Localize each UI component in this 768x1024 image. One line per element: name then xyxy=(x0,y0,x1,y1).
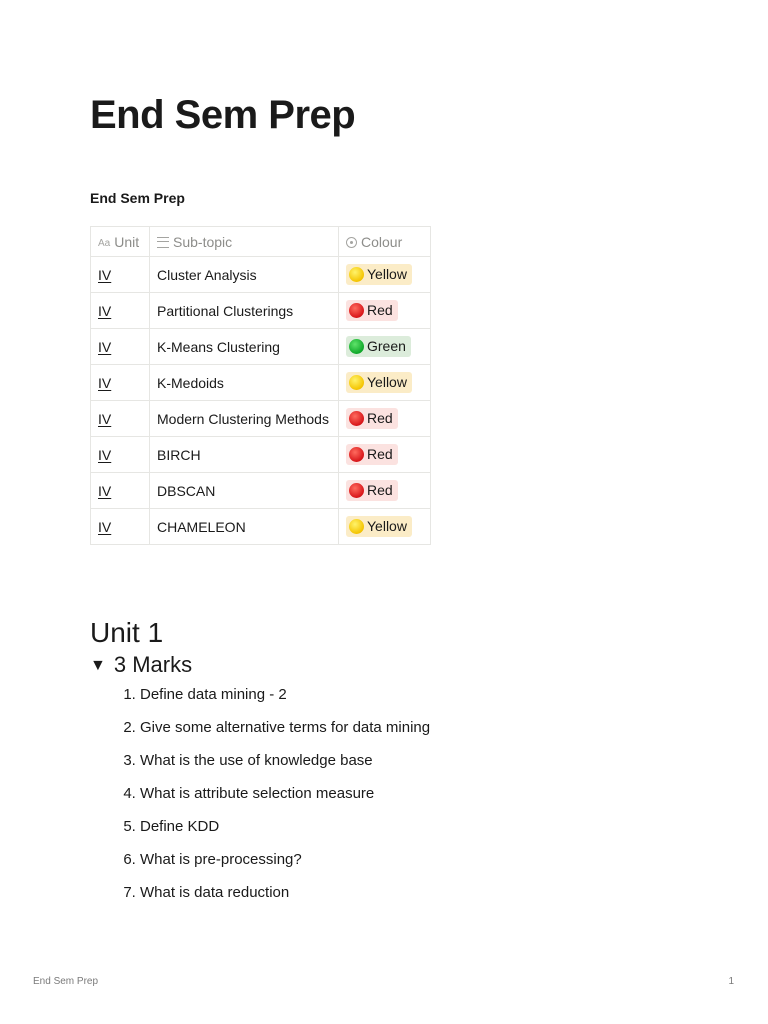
toggle-block[interactable] xyxy=(90,650,192,681)
table-row[interactable] xyxy=(91,329,431,365)
column-header-unit[interactable] xyxy=(91,227,150,257)
yellow-circle-icon xyxy=(349,519,364,534)
cell-subtopic[interactable]: DBSCAN xyxy=(150,473,339,509)
cell-subtopic[interactable]: K-Means Clustering xyxy=(150,329,339,365)
colour-tag-label: Yellow xyxy=(367,518,407,534)
database-title[interactable]: End Sem Prep xyxy=(90,190,185,206)
footer-title: End Sem Prep xyxy=(33,976,99,987)
red-circle-icon xyxy=(349,303,364,318)
text-property-icon xyxy=(157,237,169,248)
red-circle-icon xyxy=(349,447,364,462)
cell-subtopic[interactable]: Modern Clustering Methods xyxy=(150,401,339,437)
colour-tag[interactable] xyxy=(346,444,398,465)
colour-tag-label: Yellow xyxy=(367,266,407,282)
table-row[interactable] xyxy=(91,365,431,401)
table-row[interactable] xyxy=(91,257,431,293)
cell-unit xyxy=(91,257,150,293)
cell-subtopic[interactable]: CHAMELEON xyxy=(150,509,339,545)
cell-colour[interactable] xyxy=(339,401,431,437)
cell-colour[interactable] xyxy=(339,329,431,365)
cell-unit xyxy=(91,509,150,545)
red-circle-icon xyxy=(349,411,364,426)
unit-link[interactable]: IV xyxy=(98,446,112,463)
section-heading: Unit 1 xyxy=(90,617,164,648)
unit-link[interactable]: IV xyxy=(98,518,112,535)
colour-tag-label: Red xyxy=(367,482,393,498)
list-item: 7. What is data reduction xyxy=(140,884,430,917)
table-row[interactable] xyxy=(91,401,431,437)
yellow-circle-icon xyxy=(349,267,364,282)
list-item: 1. Define data mining - 2 xyxy=(140,686,430,719)
cell-colour[interactable] xyxy=(339,437,431,473)
page-number: 1 xyxy=(728,976,734,987)
cell-unit xyxy=(91,473,150,509)
colour-tag[interactable] xyxy=(346,516,412,537)
cell-unit xyxy=(91,401,150,437)
column-header-label: Colour xyxy=(361,233,403,250)
unit-link[interactable]: IV xyxy=(98,302,112,319)
cell-unit xyxy=(91,365,150,401)
list-item: 6. What is pre-processing? xyxy=(140,851,430,884)
list-item: 3. What is the use of knowledge base xyxy=(140,752,430,785)
cell-colour[interactable] xyxy=(339,257,431,293)
colour-tag-label: Yellow xyxy=(367,374,407,390)
cell-subtopic[interactable]: Cluster Analysis xyxy=(150,257,339,293)
table-body xyxy=(91,257,431,545)
table-row[interactable] xyxy=(91,437,431,473)
colour-tag-label: Red xyxy=(367,302,393,318)
list-item: 4. What is attribute selection measure xyxy=(140,785,430,818)
colour-tag[interactable] xyxy=(346,480,398,501)
question-list xyxy=(90,686,430,917)
column-header-label: Sub-topic xyxy=(173,233,233,250)
table-header-row xyxy=(91,227,431,257)
select-property-icon xyxy=(346,237,357,248)
red-circle-icon xyxy=(349,483,364,498)
cell-colour[interactable] xyxy=(339,365,431,401)
cell-colour[interactable] xyxy=(339,509,431,545)
cell-colour[interactable] xyxy=(339,293,431,329)
colour-tag[interactable] xyxy=(346,336,411,357)
unit-link[interactable]: IV xyxy=(98,410,112,427)
toggle-triangle-icon[interactable]: ▼ xyxy=(90,657,106,674)
colour-tag[interactable] xyxy=(346,372,412,393)
green-circle-icon xyxy=(349,339,364,354)
column-header-label: Unit xyxy=(114,233,140,250)
unit-link[interactable]: IV xyxy=(98,482,112,499)
unit-link[interactable]: IV xyxy=(98,338,112,355)
cell-subtopic[interactable]: K-Medoids xyxy=(150,365,339,401)
colour-tag[interactable] xyxy=(346,300,398,321)
colour-tag[interactable] xyxy=(346,264,412,285)
toggle-label: 3 Marks xyxy=(113,652,193,677)
page-title: End Sem Prep xyxy=(90,93,356,137)
unit-link[interactable]: IV xyxy=(98,266,112,283)
colour-tag-label: Red xyxy=(367,446,393,462)
cell-unit xyxy=(91,437,150,473)
column-header-subtopic[interactable] xyxy=(150,227,339,257)
cell-unit xyxy=(91,293,150,329)
cell-subtopic[interactable]: Partitional Clusterings xyxy=(150,293,339,329)
list-item: 5. Define KDD xyxy=(140,818,430,851)
colour-tag-label: Green xyxy=(367,338,406,354)
list-item: 2. Give some alternative terms for data mining xyxy=(140,719,430,752)
unit-link[interactable]: IV xyxy=(98,374,112,391)
table-row[interactable] xyxy=(91,473,431,509)
cell-unit xyxy=(91,329,150,365)
table-row[interactable] xyxy=(91,509,431,545)
yellow-circle-icon xyxy=(349,375,364,390)
column-header-colour[interactable] xyxy=(339,227,431,257)
title-property-icon: Aa xyxy=(98,237,111,249)
colour-tag[interactable] xyxy=(346,408,398,429)
colour-tag-label: Red xyxy=(367,410,393,426)
database-table xyxy=(90,226,431,545)
cell-subtopic[interactable]: BIRCH xyxy=(150,437,339,473)
cell-colour[interactable] xyxy=(339,473,431,509)
table-row[interactable] xyxy=(91,293,431,329)
